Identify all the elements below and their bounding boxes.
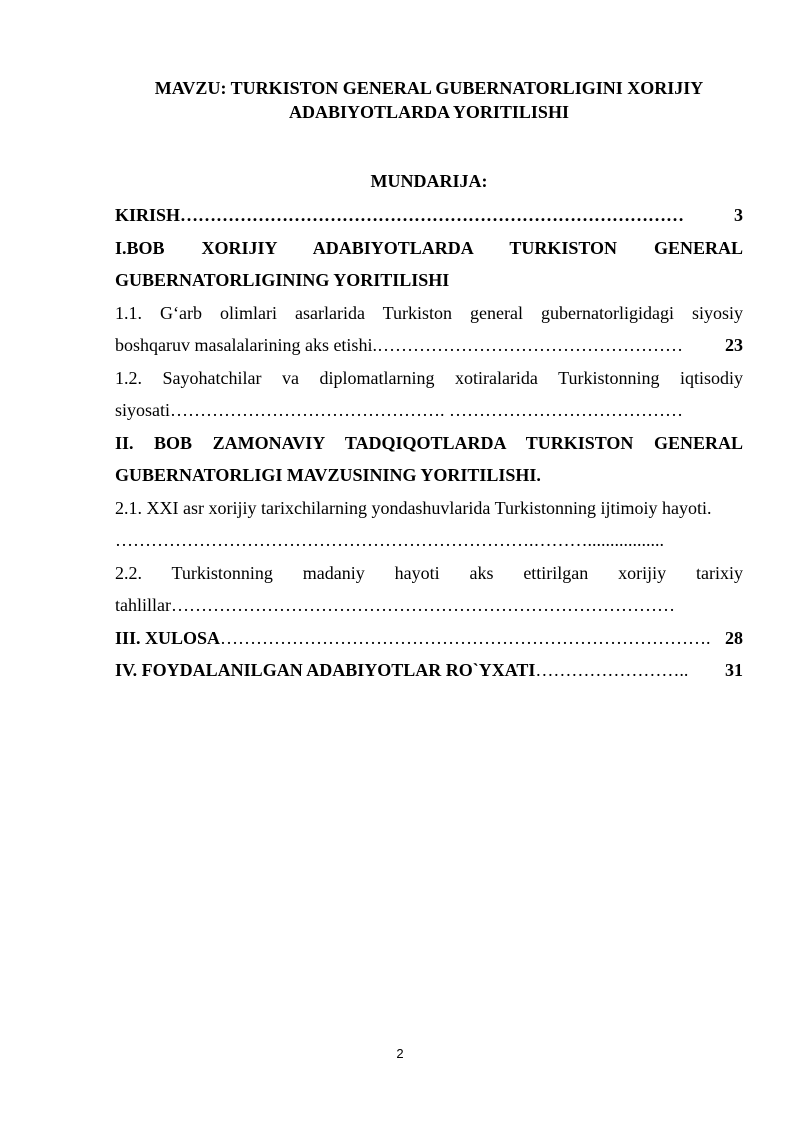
toc-entry-line: boshqaruv masalalarining aks etishi. xyxy=(115,335,377,355)
title-line-2: ADABIYOTLARDA YORITILISHI xyxy=(289,102,569,122)
toc-leader-dots: ………………………………………………………………………… xyxy=(180,205,685,225)
toc-entry-line: II. BOB ZAMONAVIY TADQIQOTLARDA TURKISTON GENERAL xyxy=(115,432,743,453)
toc-entry-line: …………………………………………………………….………................. xyxy=(115,530,664,550)
toc-entry-bob2 xyxy=(115,427,743,492)
toc-entry-line: 1.2. Sayohatchilar va diplomatlarning xotiralarida Turkistonning iqtisodiy xyxy=(115,367,743,388)
toc-leader-dots: ………………………………………………………………………. xyxy=(220,627,711,648)
toc-entry-foydalanilgan xyxy=(115,654,743,687)
toc-entry-label: KIRISH xyxy=(115,205,181,225)
toc-entry-2-1 xyxy=(115,492,743,557)
toc-entry-line: GUBERNATORLIGI MAVZUSINING YORITILISHI. xyxy=(115,465,541,485)
document-title xyxy=(115,76,743,124)
toc-entry-line: tahlillar………………………………………………………………………… xyxy=(115,595,675,615)
toc-page-number: 3 xyxy=(734,205,743,225)
toc-entry-kirish xyxy=(115,199,743,232)
toc-entry-1-1 xyxy=(115,297,743,362)
toc-leader-dots: …………………………………………… xyxy=(376,335,683,355)
toc-page-number: 23 xyxy=(725,335,743,355)
toc-entry-line: siyosati………………………………………. ………………………………… xyxy=(115,400,684,420)
toc-entry-line: 2.2. Turkistonning madaniy hayoti aks ettirilgan xorijiy tarixiy xyxy=(115,562,743,583)
toc-leader-dots: …………………….. xyxy=(535,660,689,680)
toc-entry-line: 2.1. XXI asr xorijiy tarixchilarning yondashuvlarida Turkistonning ijtimoiy hayoti. xyxy=(115,497,712,518)
toc-page-number: 28 xyxy=(725,627,743,648)
toc-entry-label: IV. FOYDALANILGAN ADABIYOTLAR RO`YXATI xyxy=(115,660,536,680)
table-of-contents xyxy=(115,199,743,687)
toc-entry-1-2 xyxy=(115,362,743,427)
toc-entry-2-2 xyxy=(115,557,743,622)
toc-heading: MUNDARIJA: xyxy=(370,171,488,191)
toc-entry-bob1 xyxy=(115,232,743,297)
toc-entry-line: I.BOB XORIJIY ADABIYOTLARDA TURKISTON GENERAL xyxy=(115,237,743,258)
page-number: 2 xyxy=(396,1046,404,1061)
toc-page-number: 31 xyxy=(725,660,743,680)
toc-entry-xulosa xyxy=(115,622,743,655)
title-line-1: MAVZU: TURKISTON GENERAL GUBERNATORLIGINI XORIJIY xyxy=(154,78,704,98)
toc-entry-line: GUBERNATORLIGINING YORITILISHI xyxy=(115,270,450,290)
toc-entry-line: 1.1. G‘arb olimlari asarlarida Turkiston general gubernatorligidagi siyosiy xyxy=(115,302,743,323)
toc-entry-label: III. XULOSA xyxy=(115,627,221,648)
